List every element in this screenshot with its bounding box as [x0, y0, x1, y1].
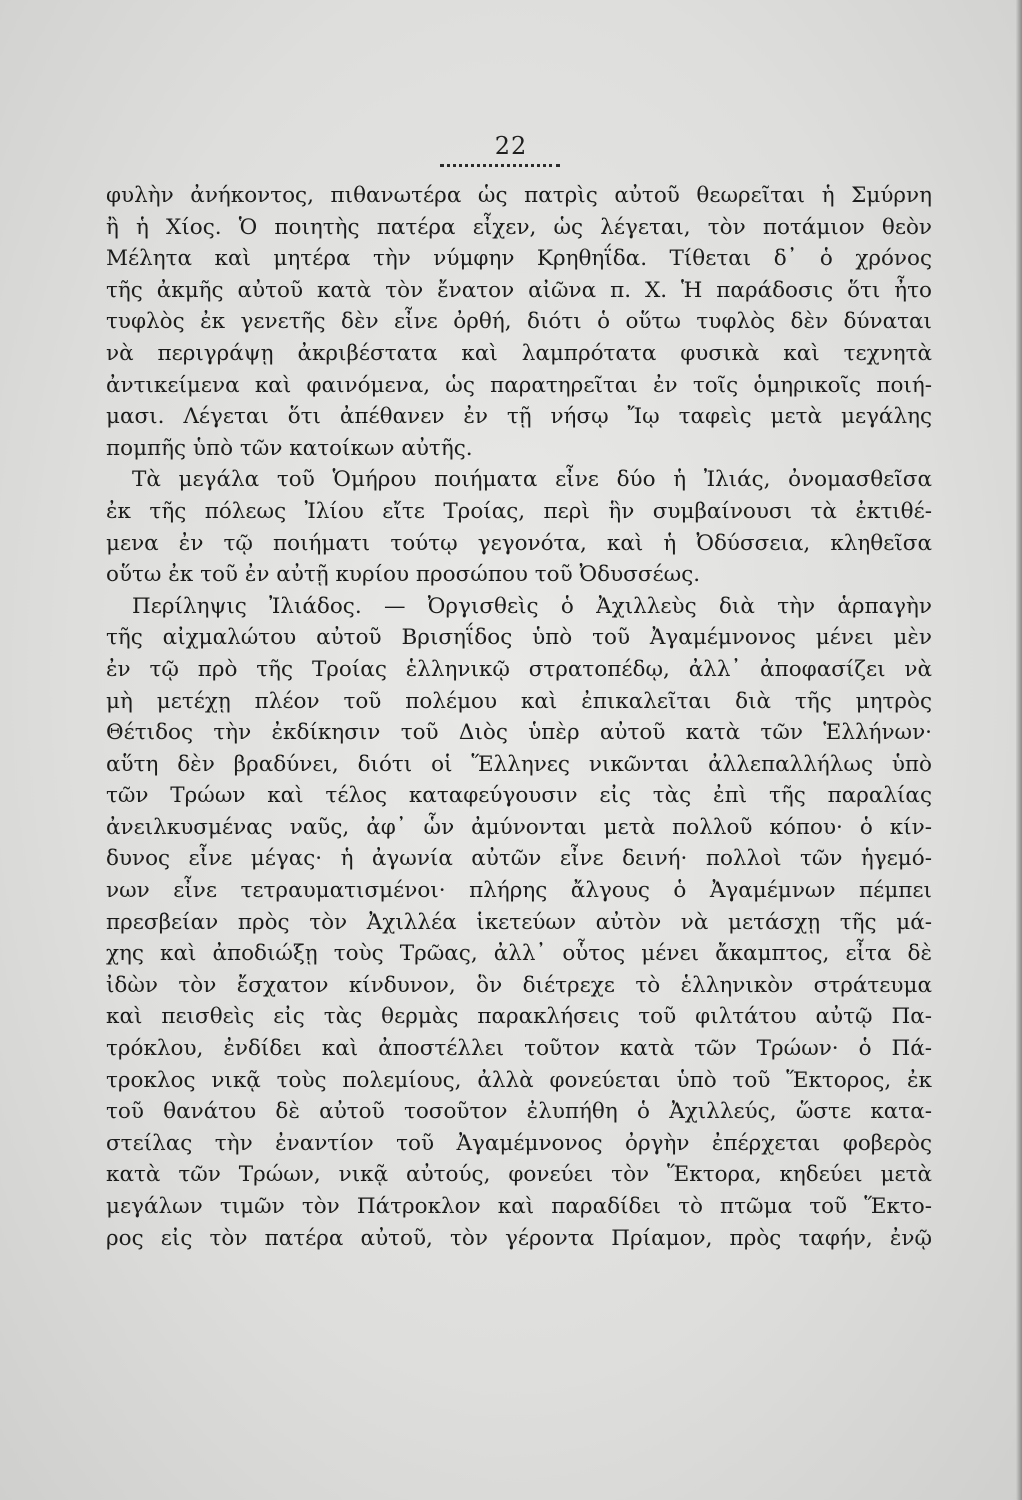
text-line: Θέτιδος τὴν ἐκδίκησιν τοῦ Διὸς ὑπὲρ αὐτοῦ κατὰ τῶν Ἑλλήνων·	[106, 720, 932, 746]
text-line: πρεσβείαν πρὸς τὸν Ἀχιλλέα ἱκετεύων αὐτὸν νὰ μετάσχῃ τῆς μά-	[106, 909, 932, 935]
text-line: ἢ ἡ Χίος. Ὁ ποιητὴς πατέρα εἶχεν, ὡς λέγεται, τὸν ποτάμιον θεὸν	[106, 214, 932, 240]
text-line: τοῦ θανάτου δὲ αὐτοῦ τοσοῦτον ἐλυπήθη ὁ Ἀχιλλεύς, ὥστε κατα-	[106, 1099, 932, 1125]
text-line: τῆς ἀκμῆς αὐτοῦ κατὰ τὸν ἔνατον αἰῶνα π. Χ. Ἡ παράδοσις ὅτι ἦτο	[106, 277, 932, 303]
text-line: φυλὴν ἀνήκοντος, πιθανωτέρα ὡς πατρὶς αὐτοῦ θεωρεῖται ἡ Σμύρνη	[106, 183, 932, 208]
text-line: ρος εἰς τὸν πατέρα αὐτοῦ, τὸν γέροντα Πρίαμον, πρὸς ταφήν, ἐνῷ	[106, 1225, 932, 1251]
text-line: νὰ περιγράψῃ ἀκριβέστατα καὶ λαμπρότατα φυσικὰ καὶ τεχνητὰ	[106, 340, 932, 366]
text-line: Περίληψις Ἰλιάδος. — Ὀργισθεὶς ὁ Ἀχιλλεὺς διὰ τὴν ἁρπαγὴν	[132, 593, 932, 619]
text-line: Μέλητα καὶ μητέρα τὴν νύμφην Κρηθηΐδα. Τίθεται δ᾽ ὁ χρόνος	[106, 246, 932, 272]
text-line: χης καὶ ἀποδιώξῃ τοὺς Τρῶας, ἀλλ᾽ οὗτος μένει ἄκαμπτος, εἶτα δὲ	[106, 941, 932, 967]
page-number: 22	[494, 132, 528, 160]
text-line: ἐν τῷ πρὸ τῆς Τροίας ἑλληνικῷ στρατοπέδῳ, ἀλλ᾽ ἀποφασίζει νὰ	[106, 656, 932, 682]
text-line: Τὰ μεγάλα τοῦ Ὁμήρου ποιήματα εἶνε δύο ἡ Ἰλιάς, ὀνομασθεῖσα	[132, 467, 932, 493]
text-line: κατὰ τῶν Τρώων, νικᾷ αὐτούς, φονεύει τὸν Ἕκτορα, κηδεύει μετὰ	[106, 1162, 932, 1188]
text-line: μασι. Λέγεται ὅτι ἀπέθανεν ἐν τῇ νήσῳ Ἴῳ ταφεὶς μετὰ μεγάλης	[106, 404, 932, 430]
text-line: νων εἶνε τετραυματισμένοι· πλήρης ἄλγους ὁ Ἀγαμέμνων πέμπει	[106, 878, 932, 904]
text-line: ἰδὼν τὸν ἔσχατον κίνδυνον, ὃν διέτρεχε τὸ ἑλληνικὸν στράτευμα	[106, 972, 932, 998]
text-line: ἀνειλκυσμένας ναῦς, ἀφ᾽ ὧν ἀμύνονται μετὰ πολλοῦ κόπου· ὁ κίν-	[106, 814, 932, 840]
text-line: οὕτω ἐκ τοῦ ἐν αὐτῇ κυρίου προσώπου τοῦ Ὀδυσσέως.	[106, 562, 701, 588]
text-line: ἀντικείμενα καὶ φαινόμενα, ὡς παρατηρεῖται ἐν τοῖς ὁμηρικοῖς ποιή-	[106, 372, 932, 398]
page-edge	[1016, 0, 1022, 1500]
text-line: τῶν Τρώων καὶ τέλος καταφεύγουσιν εἰς τὰς ἐπὶ τῆς παραλίας	[106, 783, 932, 809]
text-line: δυνος εἶνε μέγας· ἡ ἀγωνία αὐτῶν εἶνε δεινή· πολλοὶ τῶν ἡγεμό-	[106, 846, 932, 872]
text-line: τρόκλου, ἐνδίδει καὶ ἀποστέλλει τοῦτον κατὰ τῶν Τρώων· ὁ Πά-	[106, 1036, 932, 1062]
text-line: τῆς αἰχμαλώτου αὐτοῦ Βρισηΐδος ὑπὸ τοῦ Ἀγαμέμνονος μένει μὲν	[106, 625, 932, 651]
text-line: πομπῆς ὑπὸ τῶν κατοίκων αὐτῆς.	[106, 435, 473, 461]
text-line: τυφλὸς ἐκ γενετῆς δὲν εἶνε ὀρθή, διότι ὁ οὕτω τυφλὸς δὲν δύναται	[106, 309, 932, 335]
body-text	[106, 180, 932, 1254]
text-line: τροκλος νικᾷ τοὺς πολεμίους, ἀλλὰ φονεύεται ὑπὸ τοῦ Ἕκτορος, ἐκ	[106, 1067, 932, 1093]
text-line: ἐκ τῆς πόλεως Ἰλίου εἴτε Τροίας, περὶ ἣν συμβαίνουσι τὰ ἐκτιθέ-	[106, 498, 932, 524]
text-line: μεγάλων τιμῶν τὸν Πάτροκλον καὶ παραδίδει τὸ πτῶμα τοῦ Ἕκτο-	[106, 1194, 932, 1219]
header-rule	[440, 164, 560, 167]
text-line: στείλας τὴν ἐναντίον τοῦ Ἀγαμέμνονος ὀργὴν ἐπέρχεται φοβερὸς	[106, 1130, 932, 1156]
text-line: μενα ἐν τῷ ποιήματι τούτῳ γεγονότα, καὶ ἡ Ὀδύσσεια, κληθεῖσα	[106, 530, 932, 556]
text-line: μὴ μετέχῃ πλέον τοῦ πολέμου καὶ ἐπικαλεῖται διὰ τῆς μητρὸς	[106, 688, 932, 714]
text-line: αὕτη δὲν βραδύνει, διότι οἱ Ἕλληνες νικῶνται ἀλλεπαλλήλως ὑπὸ	[106, 751, 932, 777]
text-line: καὶ πεισθεὶς εἰς τὰς θερμὰς παρακλήσεις τοῦ φιλτάτου αὐτῷ Πα-	[106, 1004, 932, 1030]
